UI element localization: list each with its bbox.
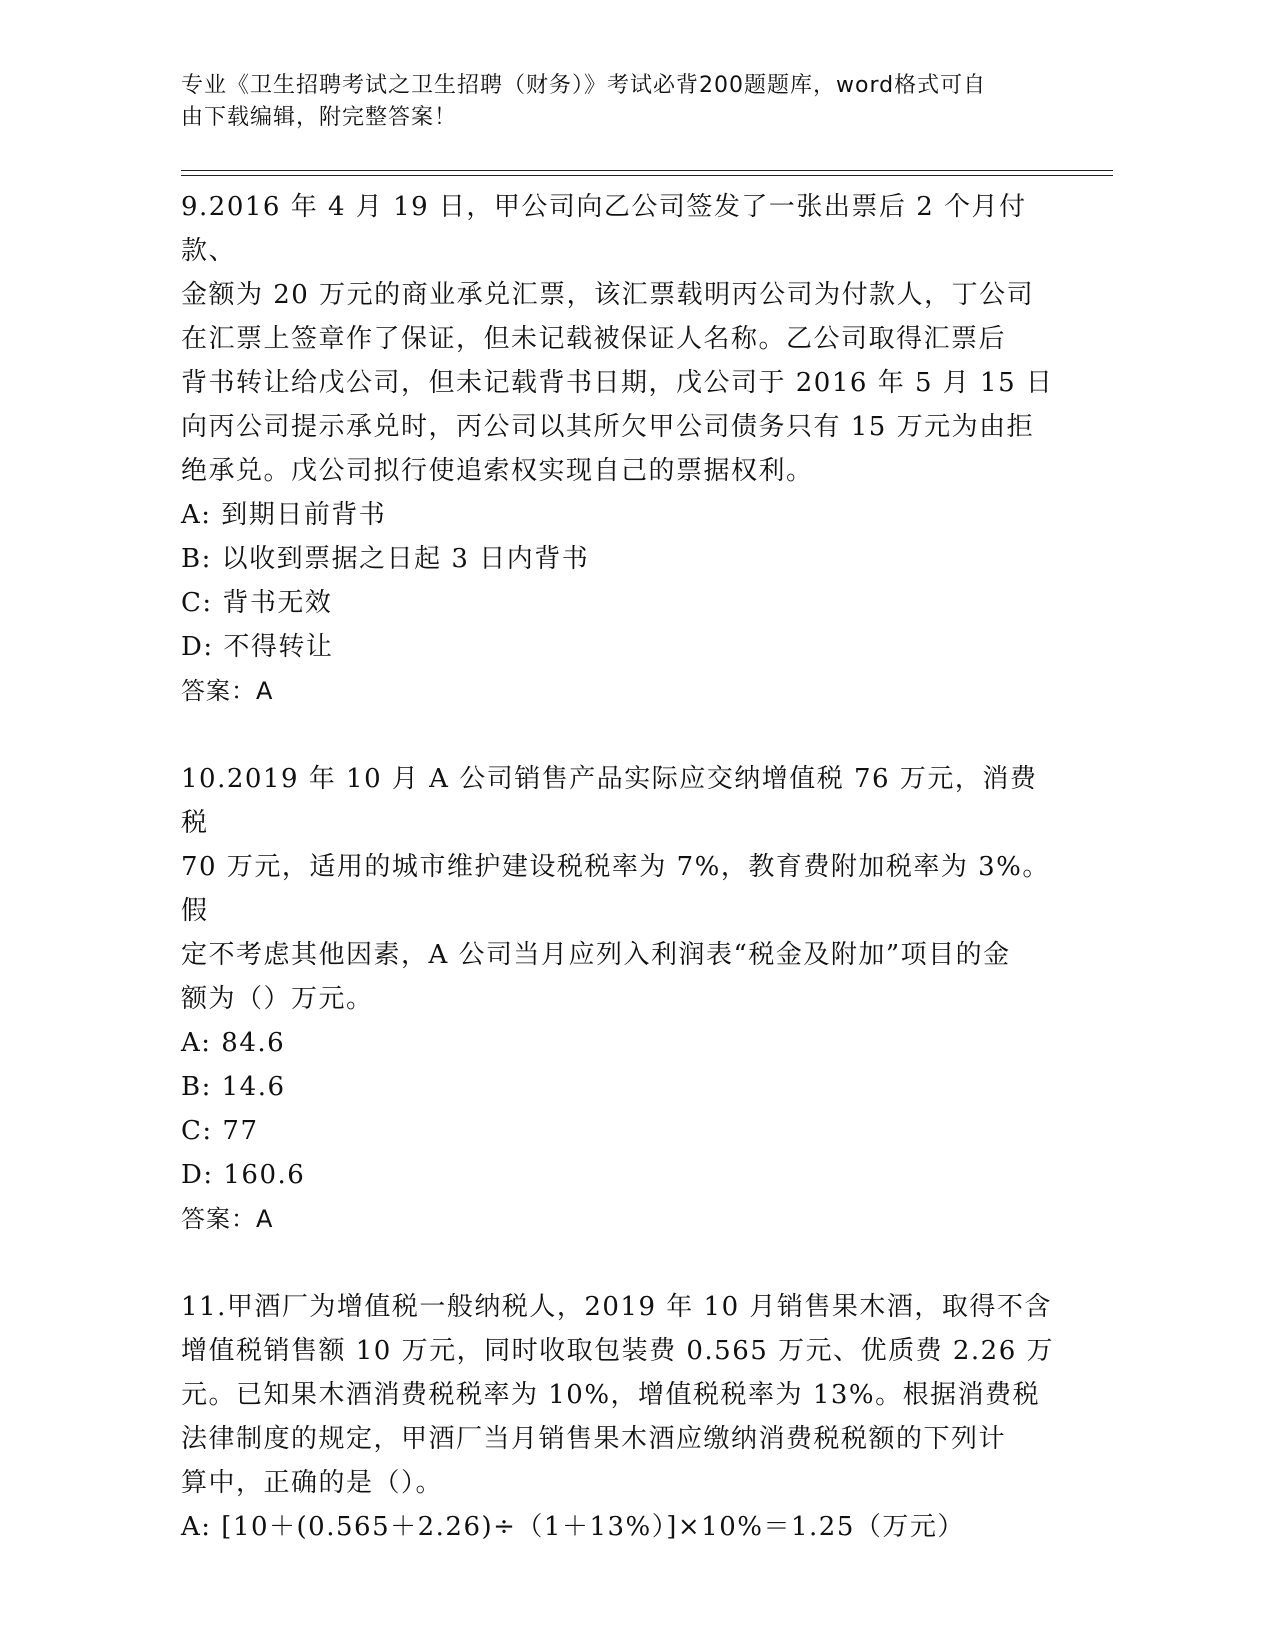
- header-rule-top: [181, 170, 1113, 171]
- question-9-line: 绝承兑。戊公司拟行使追索权实现自己的票据权利。: [181, 456, 814, 486]
- question-list: [181, 185, 1061, 1549]
- question-10-option-c: C: 77: [181, 1116, 259, 1146]
- question-11-option-a: A: [10＋(0.565＋2.26)÷（1＋13%）]×10%＝1.25（万元）: [181, 1512, 965, 1542]
- question-10-line: 70 万元，适用的城市维护建设税税率为 7%，教育费附加税率为 3%。假: [181, 852, 1050, 926]
- question-9-line: 背书转让给戊公司，但未记载背书日期，戊公司于 2016 年 5 月 15 日: [181, 368, 1054, 398]
- question-10-option-b: B: 14.6: [181, 1072, 286, 1102]
- question-11-line: 法律制度的规定，甲酒厂当月销售果木酒应缴纳消费税税额的下列计: [181, 1424, 1007, 1454]
- header-line-1: 专业《卫生招聘考试之卫生招聘（财务）》考试必背200题题库，word格式可自: [181, 73, 987, 98]
- header-rule-bottom: [181, 175, 1113, 176]
- question-11-line: 增值税销售额 10 万元，同时收取包装费 0.565 万元、优质费 2.26 万: [181, 1336, 1054, 1366]
- question-10-option-a: A: 84.6: [181, 1028, 286, 1058]
- question-9-option-b: B: 以收到票据之日起 3 日内背书: [181, 544, 590, 574]
- question-9-line: 向丙公司提示承兑时，丙公司以其所欠甲公司债务只有 15 万元为由拒: [181, 412, 1035, 442]
- question-10-answer: 答案：A: [181, 1205, 274, 1233]
- question-9-answer: 答案：A: [181, 677, 274, 705]
- header-line-2: 由下载编辑，附完整答案！: [181, 105, 458, 130]
- question-spacer: [181, 713, 1061, 757]
- question-10-line: 10.2019 年 10 月 A 公司销售产品实际应交纳增值税 76 万元，消费税: [181, 764, 1038, 838]
- question-9-option-d: D: 不得转让: [181, 632, 334, 662]
- question-11-line: 元。已知果木酒消费税税率为 10%，增值税税率为 13%。根据消费税: [181, 1380, 1041, 1410]
- question-10: [181, 757, 1061, 1241]
- document-header: [181, 70, 1061, 134]
- question-11-line: 算中，正确的是（）。: [181, 1468, 444, 1498]
- question-spacer: [181, 1241, 1061, 1285]
- question-10-line: 额为（）万元。: [181, 984, 374, 1014]
- question-9-line: 9.2016 年 4 月 19 日，甲公司向乙公司签发了一张出票后 2 个月付款、: [181, 192, 1027, 266]
- question-11: [181, 1285, 1061, 1549]
- question-11-line: 11.甲酒厂为增值税一般纳税人，2019 年 10 月销售果木酒，取得不含: [181, 1292, 1052, 1322]
- question-10-option-d: D: 160.6: [181, 1160, 306, 1190]
- question-10-line: 定不考虑其他因素，A 公司当月应列入利润表“税金及附加”项目的金: [181, 940, 1011, 970]
- question-9-option-c: C: 背书无效: [181, 588, 333, 618]
- question-9-line: 金额为 20 万元的商业承兑汇票，该汇票载明丙公司为付款人，丁公司: [181, 280, 1035, 310]
- question-9-option-a: A: 到期日前背书: [181, 500, 387, 530]
- question-9: [181, 185, 1061, 713]
- question-9-line: 在汇票上签章作了保证，但未记载被保证人名称。乙公司取得汇票后: [181, 324, 1007, 354]
